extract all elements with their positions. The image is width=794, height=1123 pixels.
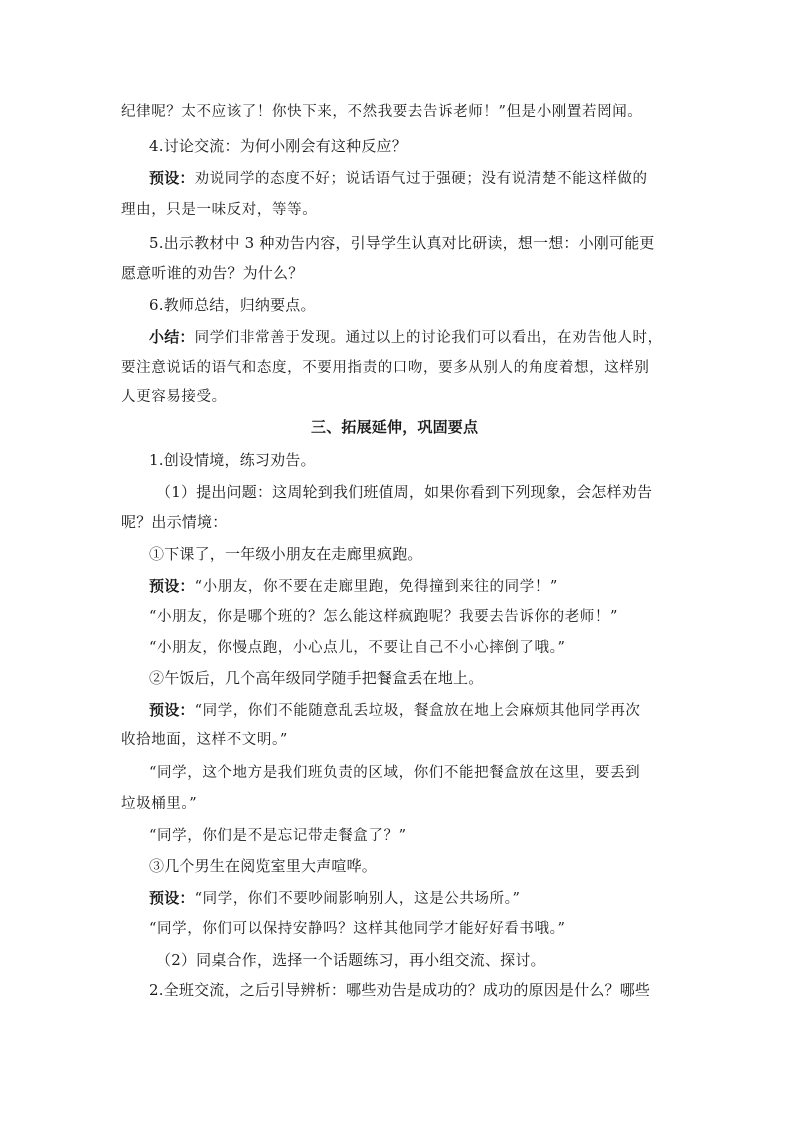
step-6-line: 6.教师总结，归纳要点。 <box>149 296 316 314</box>
paragraph-line: “小朋友，你是哪个班的？怎么能这样疯跑呢？我要去告诉你的老师！” <box>149 609 619 625</box>
preset-text: “同学，你们不要吵闹影响别人，这是公共场所。” <box>194 891 521 907</box>
paragraph-line: 愿意听谁的劝告？为什么？ <box>121 264 304 282</box>
paragraph-line: “同学，你们是不是忘记带走餐盒了？” <box>149 828 407 844</box>
question-line: （1）提出问题：这周轮到我们班值周，如果你看到下列现象，会怎样劝告 <box>156 483 653 501</box>
preset-label: 预设： <box>149 577 195 595</box>
scenario-1-line: ①下课了，一年级小朋友在走廊里疯跑。 <box>149 545 423 563</box>
step-5-line: 5.出示教材中 3 种劝告内容，引导学生认真对比研读，想一想：小刚可能更 <box>149 234 655 252</box>
scenario-2-line: ②午饭后，几个高年级同学随手把餐盒丢在地上。 <box>149 669 484 687</box>
preset-text: “小朋友，你不要在走廊里跑，免得撞到来往的同学！” <box>194 579 558 595</box>
paragraph-line: 要注意说话的语气和态度，不要用指责的口吻，要多从别人的角度着想，这样别 <box>121 360 650 376</box>
preset-text: 劝说同学的态度不好；说话语气过于强硬；没有说清楚不能这样做的 <box>194 171 648 187</box>
scenario-3-line: ③几个男生在阅览室里大声喧哗。 <box>149 857 378 875</box>
preset-label: 预设： <box>149 701 195 719</box>
paragraph-line: 纪律呢？太不应该了！你快下来，不然我要去告诉老师！”但是小刚置若罔闻。 <box>121 104 643 120</box>
paragraph-line: 呢？出示情境： <box>121 513 228 531</box>
preset-text: “同学，你们不能随意乱丢垃圾，餐盒放在地上会麻烦其他同学再次 <box>194 703 641 719</box>
step-1-line: 1.创设情境，练习劝告。 <box>149 451 316 469</box>
preset-line <box>149 888 520 909</box>
paragraph-line: （2）同桌合作，选择一个话题练习，再小组交流、探讨。 <box>156 951 546 969</box>
paragraph-line: 垃圾桶里。” <box>121 796 198 812</box>
preset-line <box>149 576 558 597</box>
preset-label: 预设： <box>149 169 195 187</box>
summary-label: 小结： <box>149 328 195 346</box>
section-heading: 三、拓展延伸，巩固要点 <box>311 418 479 436</box>
paragraph-line: “小朋友，你慢点跑，小心点儿，不要让自己不小心摔倒了哦。” <box>149 640 566 656</box>
step-4-line: 4.讨论交流：为何小刚会有这种反应？ <box>149 137 407 155</box>
paragraph-line: “同学，你们可以保持安静吗？这样其他同学才能好好看书哦。” <box>149 921 566 937</box>
summary-text: 同学们非常善于发现。通过以上的讨论我们可以看出，在劝告他人时， <box>194 330 663 346</box>
paragraph-line: 收拾地面，这样不文明。” <box>121 732 288 748</box>
preset-line <box>149 700 641 721</box>
step-2-line: 2.全班交流，之后引导辨析：哪些劝告是成功的？成功的原因是什么？哪些 <box>149 981 651 999</box>
preset-line <box>149 168 648 189</box>
paragraph-line: 理由，只是一味反对，等等。 <box>121 202 318 218</box>
paragraph-line: “同学，这个地方是我们班负责的区域，你们不能把餐盒放在这里，要丢到 <box>149 765 641 781</box>
preset-label: 预设： <box>149 889 195 907</box>
paragraph-line: 人更容易接受。 <box>121 389 227 405</box>
summary-line <box>149 327 663 348</box>
